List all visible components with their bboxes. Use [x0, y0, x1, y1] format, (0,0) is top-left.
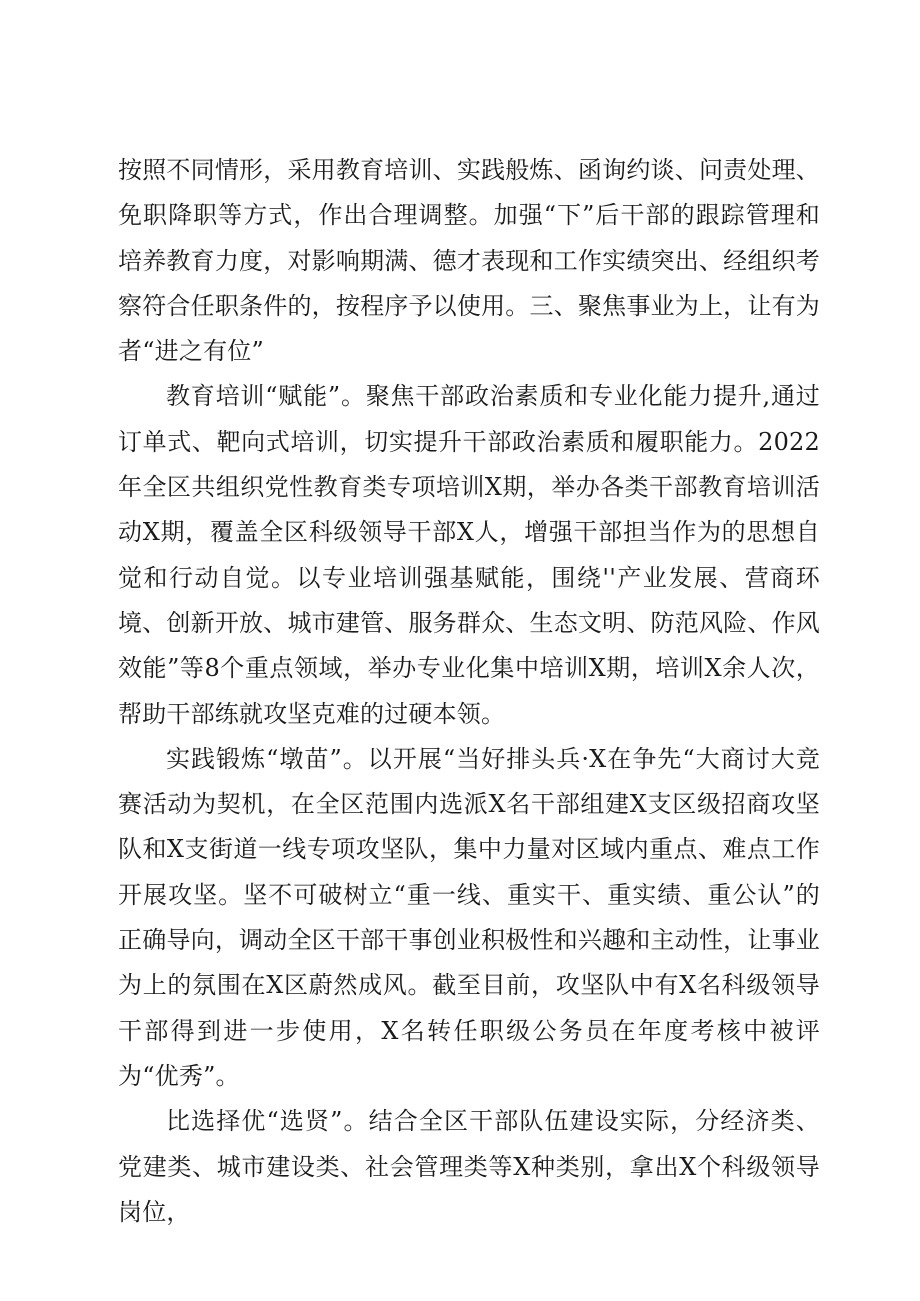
paragraph-practice-training: 实践锻炼“墩苗”。以开展“当好排头兵·X在争先“大商讨大竞赛活动为契机，在全区范围内选派X名干部组建X支区级招商攻坚队和X支街道一线专项攻坚队，集中力量对区域内重点、难点工作开展攻坚。坚不可破树立“重一线、重实干、重实绩、重公认”的正确导向，调动全区干部干事创业积极性和兴趣和主动性，让事业为上的氛围在X区蔚然成风。截至目前，攻坚队中有X名科级领导干部得到进一步使用，X名转任职级公务员在年度考核中被评为“优秀”。	[118, 744, 820, 1090]
paragraph-continuation: 按照不同情形，采用教育培训、实践般炼、函询约谈、问责处理、免职降职等方式，作出合理调整。加强“下”后干部的跟踪管理和培养教育力度，对影响期满、德才表现和工作实绩突出、经组织考察符合任职条件的，按程序予以使用。三、聚焦事业为上，让有为者“进之有位”	[118, 156, 820, 366]
paragraph-selection: 比选择优“选贤”。结合全区干部队伍建设实际，分经济类、党建类、城市建设类、社会管理类等X种类别，拿出X个科级领导岗位，	[118, 1107, 820, 1226]
paragraph-education-training: 教育培训“赋能”。聚焦干部政治素质和专业化能力提升,通过订单式、靶向式培训，切实提升干部政治素质和履职能力。2022年全区共组织党性教育类专项培训X期，举办各类干部教育培训活动X期，覆盖全区科级领导干部X人，增强干部担当作为的思想自觉和行动自觉。以专业培训强基赋能，围绕''产业发展、营商环境、创新开放、城市建管、服务群众、生态文明、防范风险、作风效能”等8个重点领域，举办专业化集中培训X期，培训X余人次，帮助干部练就攻坚克难的过硬本领。	[118, 382, 820, 728]
document-body	[118, 148, 820, 1235]
